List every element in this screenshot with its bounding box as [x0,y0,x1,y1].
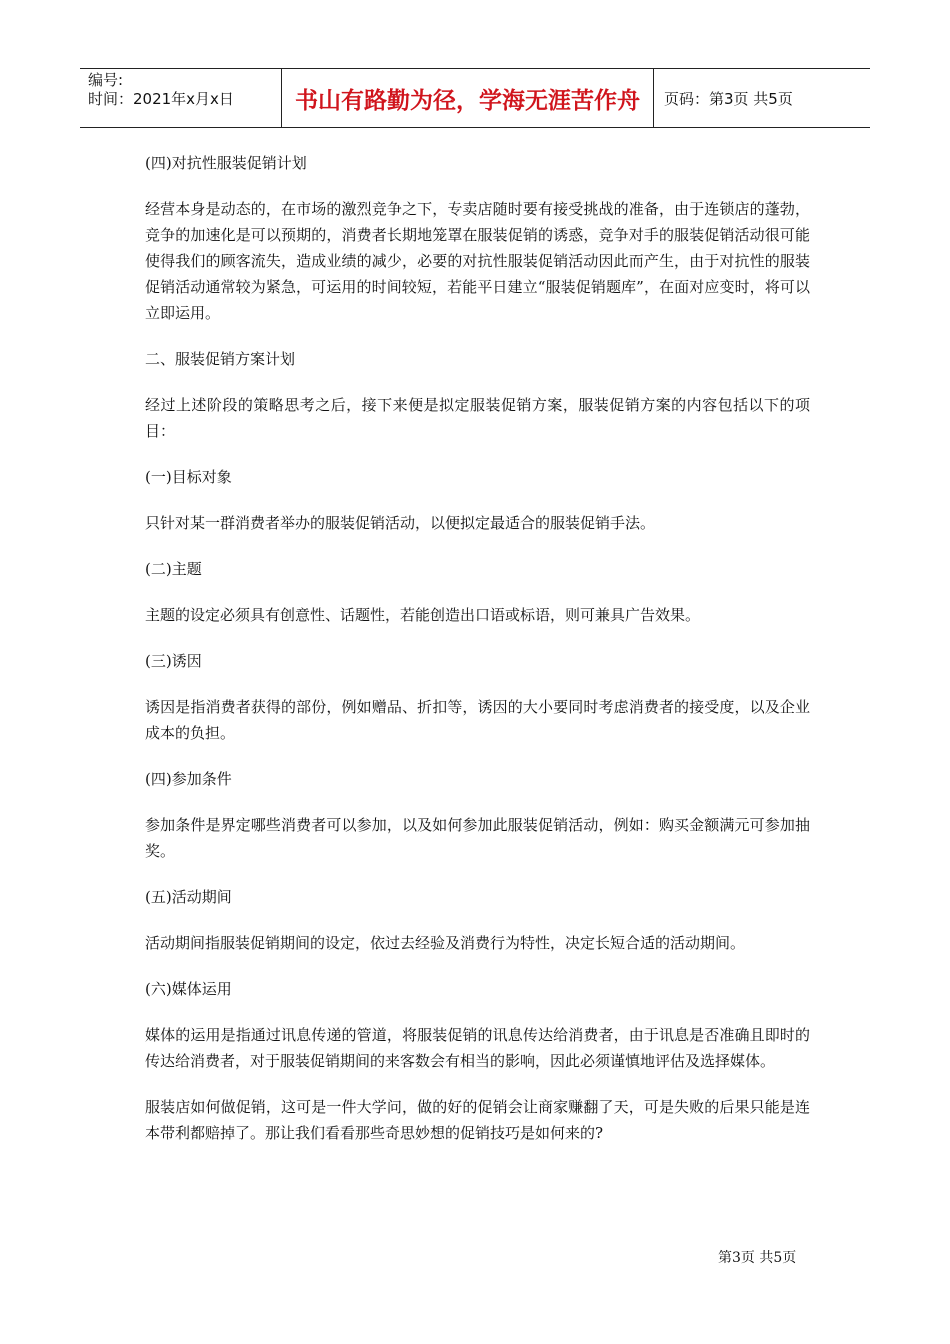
body-paragraph: 服装店如何做促销，这可是一件大学问，做的好的促销会让商家赚翻了天，可是失败的后果只能是连本带利都赔掉了。那让我们看看那些奇思妙想的促销技巧是如何来的? [145,1098,810,1142]
header-meta [80,69,282,127]
section-heading: (五)活动期间 [145,888,232,906]
body-paragraph: 经营本身是动态的，在市场的激烈竞争之下，专卖店随时要有接受挑战的准备，由于连锁店的蓬勃，竞争的加速化是可以预期的，消费者长期地笼罩在服装促销的诱惑，竞争对手的服装促销活动很可能使得我们的顾客流失，造成业绩的减少，必要的对抗性服装促销活动因此而产生，由于对抗性的服装促销活动通常较为紧急，可运用的时间较短，若能平日建立“服装促销题库”，在面对应变时，将可以立即运用。 [145,200,810,322]
section-heading: (六)媒体运用 [145,980,232,998]
body-paragraph: 主题的设定必须具有创意性、话题性，若能创造出口语或标语，则可兼具广告效果。 [145,606,701,624]
body-paragraph: 诱因是指消费者获得的部份，例如赠品、折扣等，诱因的大小要同时考虑消费者的接受度，以及企业成本的负担。 [145,698,810,742]
header-motto: 书山有路勤为径，学海无涯苦作舟 [282,69,654,127]
body-paragraph: 只针对某一群消费者举办的服装促销活动，以便拟定最适合的服装促销手法。 [145,514,656,532]
document-time-label: 时间：2021年x月x日 [88,90,234,108]
section-heading: 二、服装促销方案计划 [145,350,296,368]
document-body [145,150,810,1166]
section-heading: (一)目标对象 [145,468,232,486]
document-number-label: 编号: [88,71,124,89]
body-paragraph: 参加条件是界定哪些消费者可以参加，以及如何参加此服装促销活动，例如：购买金额满元可参加抽奖。 [145,816,810,860]
page-header [80,68,870,128]
body-paragraph: 媒体的运用是指通过讯息传递的管道，将服装促销的讯息传达给消费者，由于讯息是否准确且即时的传达给消费者，对于服装促销期间的来客数会有相当的影响，因此必须谨慎地评估及选择媒体。 [145,1026,810,1070]
header-page-number: 页码：第3页 共5页 [664,89,793,108]
section-heading: (四)参加条件 [145,770,232,788]
body-paragraph: 活动期间指服装促销期间的设定，依过去经验及消费行为特性，决定长短合适的活动期间。 [145,934,746,952]
section-heading: (二)主题 [145,560,202,578]
footer-page-number: 第3页 共5页 [718,1250,797,1266]
section-heading: (三)诱因 [145,652,202,670]
body-paragraph: 经过上述阶段的策略思考之后，接下来便是拟定服装促销方案，服装促销方案的内容包括以下的项目： [145,396,810,440]
section-heading: (四)对抗性服装促销计划 [145,154,307,172]
